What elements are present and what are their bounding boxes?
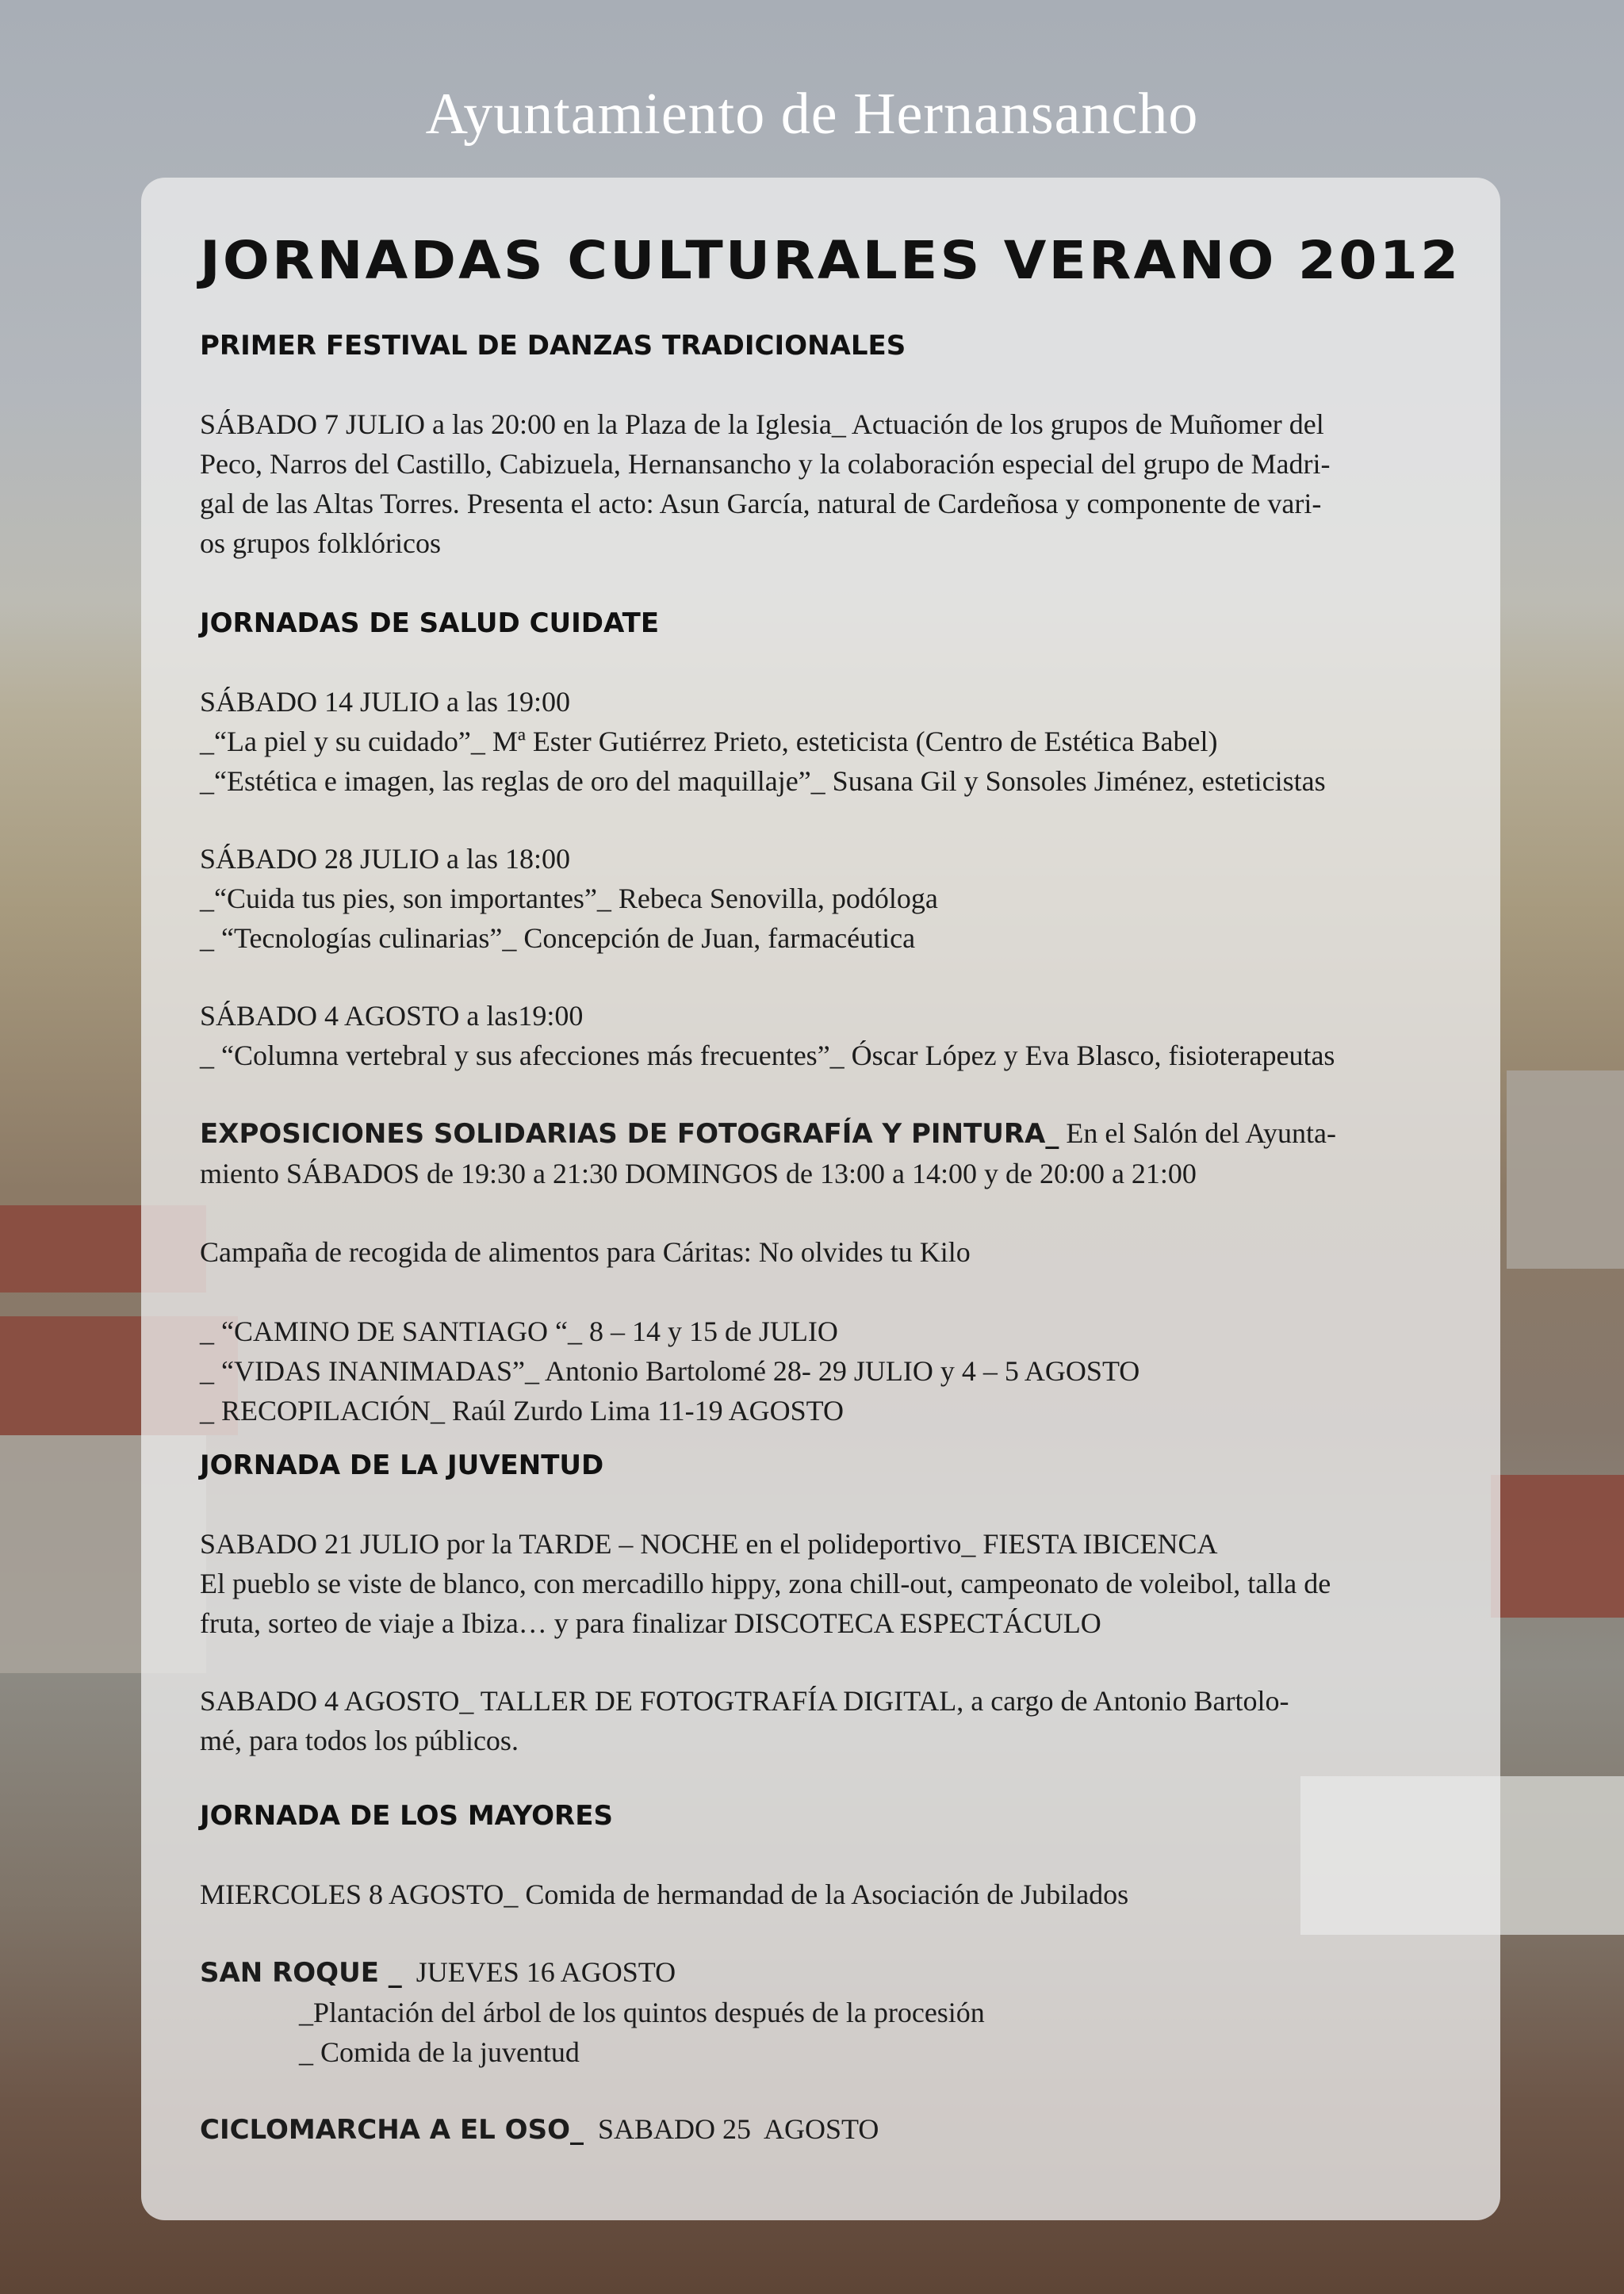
dances-line-2: Peco, Narros del Castillo, Cabizuela, Hernansancho y la colaboración especial del grupo de Madri-	[200, 448, 1331, 480]
exhibitions-line-2: miento SÁBADOS de 19:30 a 21:30 DOMINGOS de 13:00 a 14:00 y de 20:00 a 21:00	[200, 1158, 1197, 1189]
youth-line-5: mé, para todos los públicos.	[200, 1725, 519, 1756]
youth-line-1: SABADO 21 JULIO por la TARDE – NOCHE en el polideportivo_ FIESTA IBICENCA	[200, 1528, 1218, 1560]
health-talk-2: _“Estética e imagen, las reglas de oro del maquillaje”_ Susana Gil y Sonsoles Jiménez, esteticistas	[200, 765, 1326, 797]
health-date-3: SÁBADO 4 AGOSTO a las19:00	[200, 1000, 584, 1032]
san-roque-item-2: _ Comida de la juventud	[299, 2036, 580, 2068]
town-title: Ayuntamiento de Hernansancho	[425, 82, 1199, 147]
youth-line-3: fruta, sorteo de viaje a Ibiza… y para finalizar DISCOTECA ESPECTÁCULO	[200, 1607, 1101, 1639]
section-heading-elders: JORNADA DE LOS MAYORES	[200, 1800, 613, 1832]
dances-line-3: gal de las Altas Torres. Presenta el acto: Asun García, natural de Cardeñosa y componente de vari-	[200, 488, 1322, 519]
section-heading-exhibitions: EXPOSICIONES SOLIDARIAS DE FOTOGRAFÍA Y PINTURA_	[200, 1118, 1059, 1150]
food-campaign: Campaña de recogida de alimentos para Cáritas: No olvides tu Kilo	[200, 1236, 971, 1268]
section-heading-cyclo: CICLOMARCHA A EL OSO_	[200, 2114, 584, 2146]
section-heading-health: JORNADAS DE SALUD CUIDATE	[200, 607, 660, 639]
cyclo-date: SABADO 25 AGOSTO	[583, 2113, 879, 2145]
exhibitions-place: En el Salón del Ayunta-	[1059, 1117, 1336, 1149]
youth-line-2: El pueblo se viste de blanco, con mercadillo hippy, zona chill-out, campeonato de voleibol, talla de	[200, 1568, 1331, 1599]
san-roque-item-1: _Plantación del árbol de los quintos después de la procesión	[299, 1997, 985, 2028]
roof-shape	[1491, 1475, 1624, 1618]
wall-shape	[1507, 1070, 1624, 1269]
exhibition-2: _ “VIDAS INANIMADAS”_ Antonio Bartolomé 28- 29 JULIO y 4 – 5 AGOSTO	[200, 1355, 1140, 1387]
section-heading-youth: JORNADA DE LA JUVENTUD	[200, 1450, 604, 1481]
exhibition-3: _ RECOPILACIÓN_ Raúl Zurdo Lima 11-19 AGOSTO	[200, 1395, 844, 1427]
health-date-1: SÁBADO 14 JULIO a las 19:00	[200, 686, 570, 718]
health-talk-1: _“La piel y su cuidado”_ Mª Ester Gutiérrez Prieto, esteticista (Centro de Estética Babel)	[200, 726, 1218, 757]
dances-line-1: SÁBADO 7 JULIO a las 20:00 en la Plaza de la Iglesia_ Actuación de los grupos de Muñomer del	[200, 408, 1324, 440]
dances-line-4: os grupos folklóricos	[200, 527, 441, 559]
san-roque-date: JUEVES 16 AGOSTO	[401, 1956, 676, 1988]
elders-line-1: MIERCOLES 8 AGOSTO_ Comida de hermandad de la Asociación de Jubilados	[200, 1878, 1129, 1910]
health-date-2: SÁBADO 28 JULIO a las 18:00	[200, 843, 570, 875]
san-roque-line	[200, 1952, 1492, 1993]
health-talk-5: _ “Columna vertebral y sus afecciones más frecuentes”_ Óscar López y Eva Blasco, fisioterapeutas	[200, 1040, 1335, 1071]
health-talk-4: _ “Tecnologías culinarias”_ Concepción de Juan, farmacéutica	[200, 922, 916, 954]
cyclo-line	[200, 2109, 1492, 2150]
health-talk-3: _“Cuida tus pies, son importantes”_ Rebeca Senovilla, podóloga	[200, 883, 938, 914]
exhibition-1: _ “CAMINO DE SANTIAGO “_ 8 – 14 y 15 de JULIO	[200, 1316, 838, 1347]
main-title: JORNADAS CULTURALES VERANO 2012	[200, 230, 1461, 291]
exhibitions-line-1	[200, 1113, 1492, 1154]
section-heading-dances: PRIMER FESTIVAL DE DANZAS TRADICIONALES	[200, 330, 906, 362]
youth-line-4: SABADO 4 AGOSTO_ TALLER DE FOTOGTRAFÍA DIGITAL, a cargo de Antonio Bartolo-	[200, 1685, 1289, 1717]
section-heading-san-roque: SAN ROQUE _	[200, 1957, 402, 1989]
